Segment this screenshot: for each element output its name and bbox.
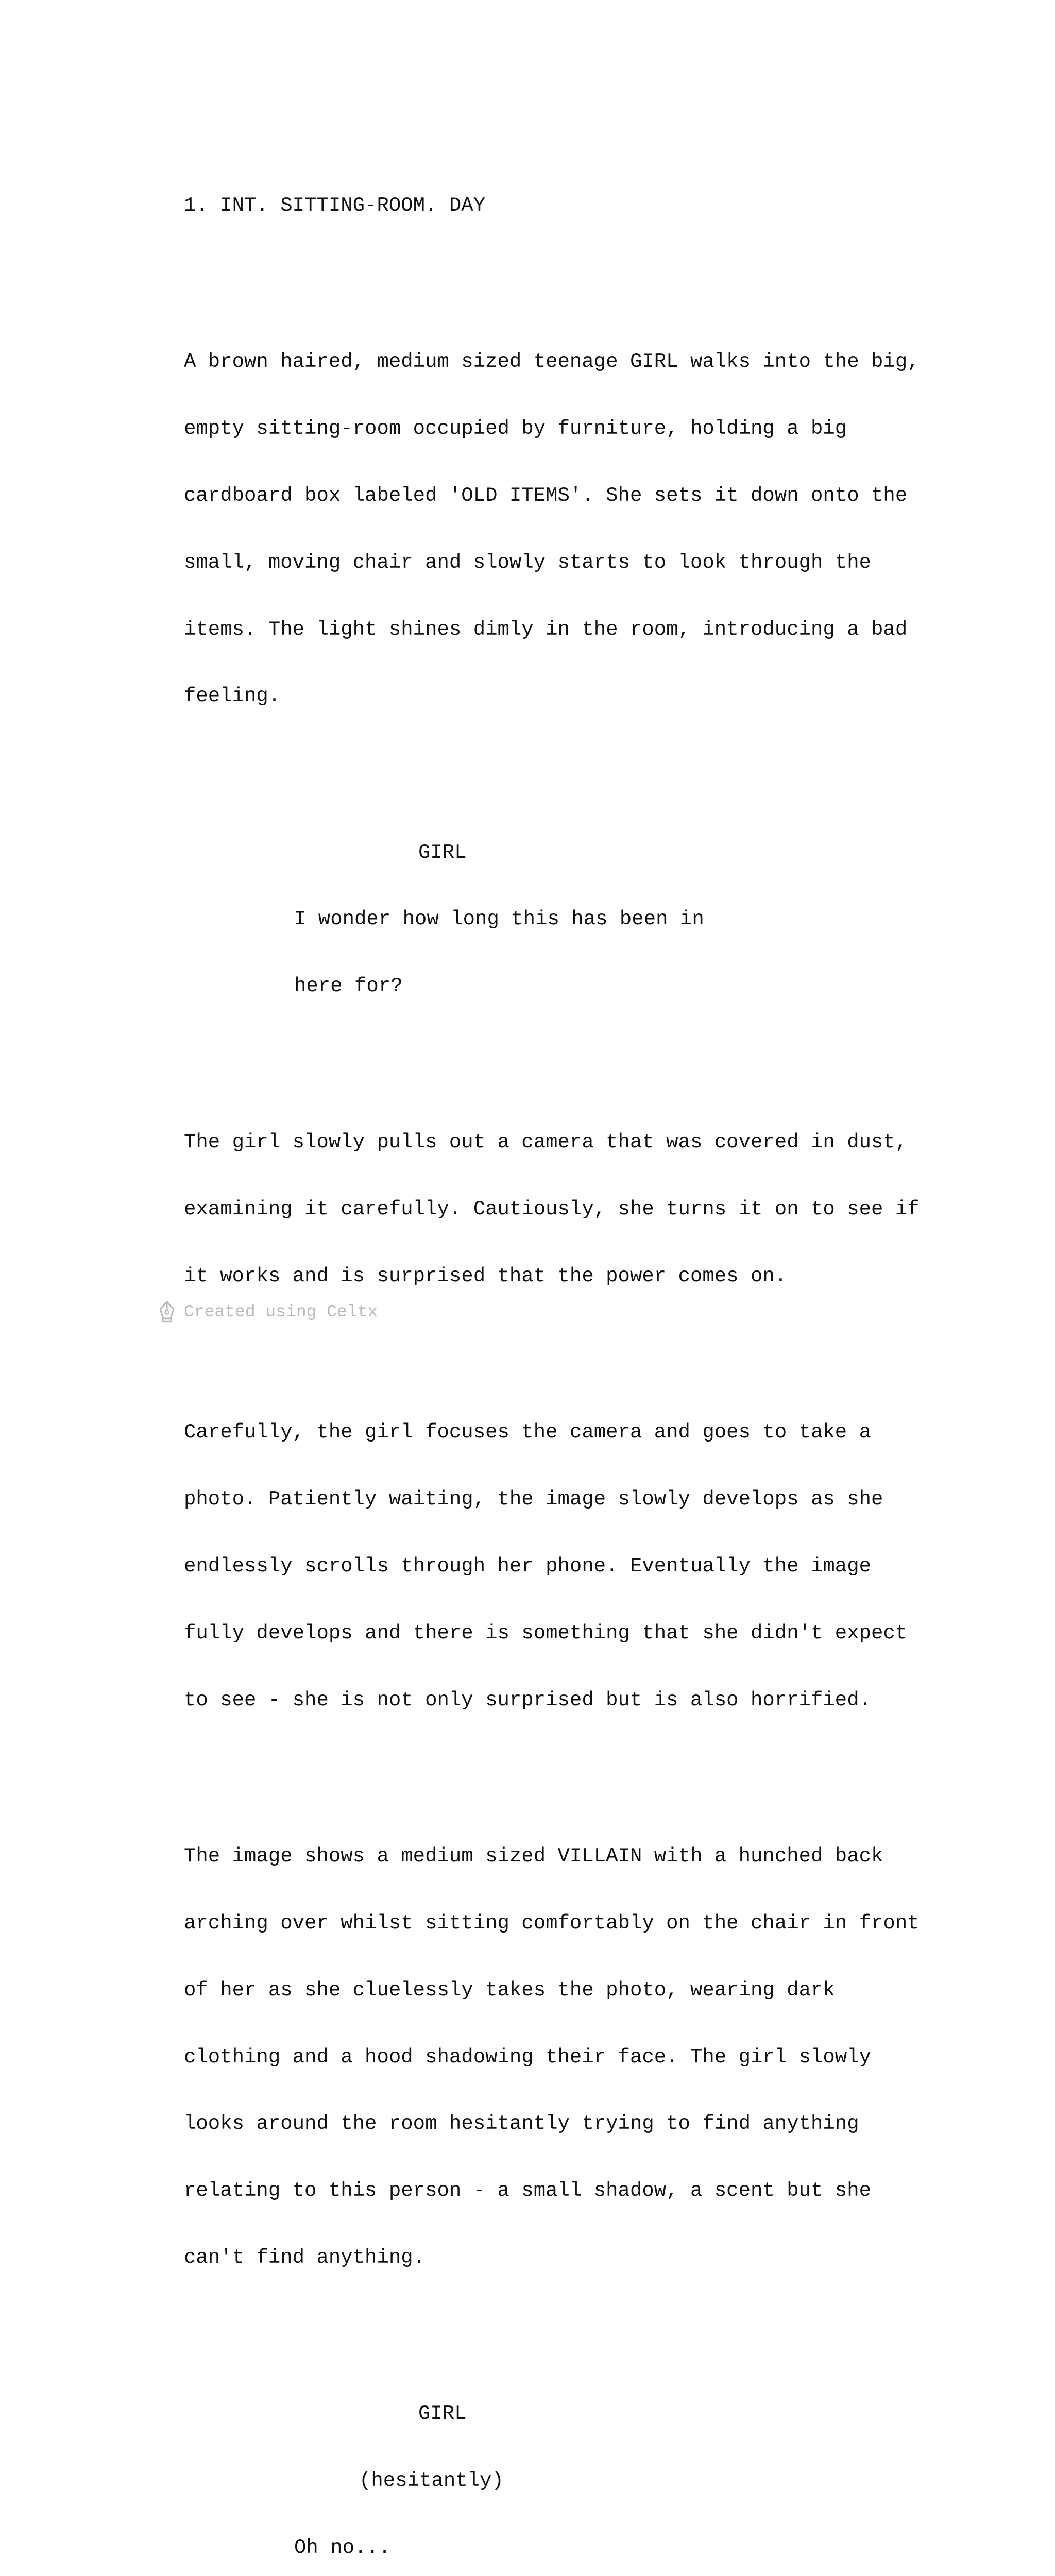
action-line: looks around the room hesitantly trying to find anything — [184, 2112, 859, 2136]
action-line: can't find anything. — [184, 2246, 426, 2269]
action-line: cardboard box labeled 'OLD ITEMS'. She sets it down onto the — [184, 484, 908, 507]
action-line: feeling. — [184, 685, 281, 708]
spacer — [184, 262, 957, 284]
footer-text: Created using Celtx — [184, 1302, 378, 1321]
action-line: empty sitting-room occupied by furniture, holding a big — [184, 417, 847, 440]
spacer — [184, 2314, 957, 2336]
action-line: of her as she cluelessly takes the photo, wearing dark — [184, 1978, 835, 2002]
screenplay-body — [184, 128, 957, 2576]
action-line: to see - she is not only surprised but is also horrified. — [184, 1688, 872, 1711]
action-line: arching over whilst sitting comfortably on the chair in front — [184, 1911, 920, 1935]
action-line: small, moving chair and slowly starts to look through the — [184, 551, 872, 574]
pen-nib-icon — [158, 1301, 176, 1323]
spacer — [184, 752, 957, 774]
dialogue-line: I wonder how long this has been in — [294, 908, 704, 931]
dialogue-line: here for? — [294, 975, 403, 998]
action-line: endlessly scrolls through her phone. Eventually the image — [184, 1555, 872, 1578]
action-line: The girl slowly pulls out a camera that was covered in dust, — [184, 1131, 908, 1154]
scene-heading: 1. INT. SITTING-ROOM. DAY — [184, 194, 486, 217]
action-line: Carefully, the girl focuses the camera and goes to take a — [184, 1421, 872, 1444]
spacer — [184, 1332, 957, 1354]
action-line: relating to this person - a small shadow, a scent but she — [184, 2179, 872, 2202]
action-line: fully develops and there is something that she didn't expect — [184, 1621, 908, 1645]
character-name: GIRL — [418, 2402, 467, 2426]
action-line: photo. Patiently waiting, the image slowly develops as she — [184, 1488, 883, 1511]
dialogue-line: Oh no... — [294, 2536, 391, 2560]
action-line: clothing and a hood shadowing their face. The girl slowly — [184, 2045, 872, 2069]
spacer — [184, 1042, 957, 1064]
action-line: A brown haired, medium sized teenage GIRL walks into the big, — [184, 350, 920, 373]
spacer — [184, 1756, 957, 1778]
action-line: it works and is surprised that the power comes on. — [184, 1265, 787, 1288]
character-name: GIRL — [418, 841, 467, 864]
action-line: items. The light shines dimly in the room, introducing a bad — [184, 618, 908, 641]
action-line: examining it carefully. Cautiously, she turns it on to see if — [184, 1198, 920, 1221]
parenthetical: (hesitantly) — [359, 2469, 504, 2493]
action-line: The image shows a medium sized VILLAIN with a hunched back — [184, 1844, 883, 1868]
celtx-footer — [158, 1301, 378, 1323]
